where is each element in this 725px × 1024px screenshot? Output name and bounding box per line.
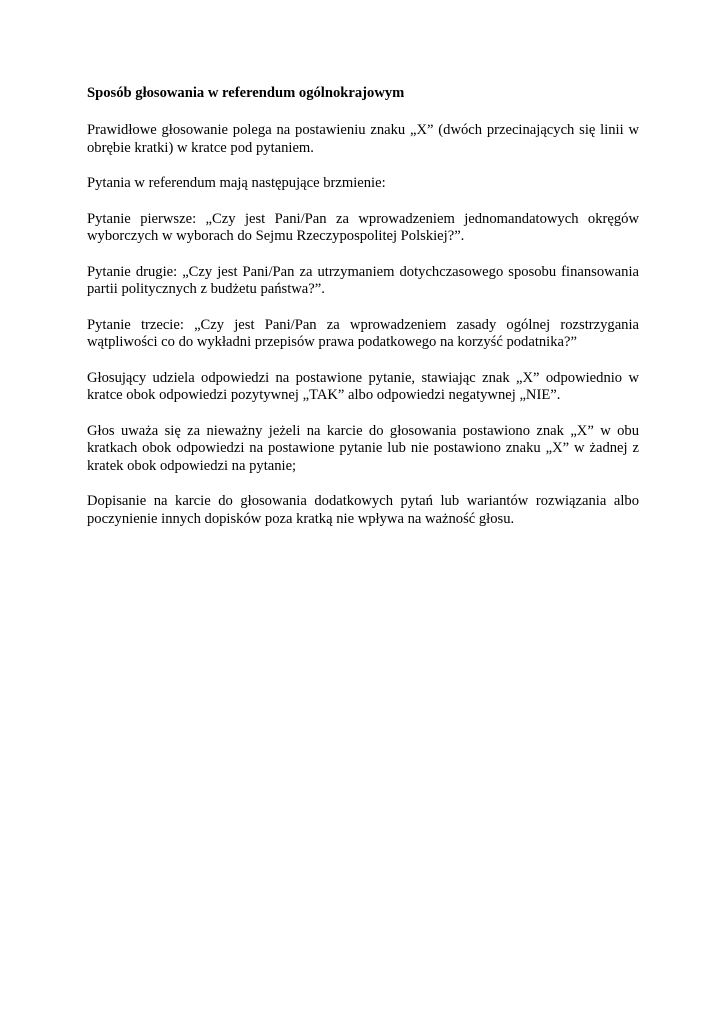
document-title: Sposób głosowania w referendum ogólnokrajowym	[87, 85, 405, 101]
paragraph-additional-notes: Dopisanie na karcie do głosowania dodatkowych pytań lub wariantów rozwiązania albo poczynienie innych dopisków poza kratką nie wpływa na ważność głosu.	[87, 493, 639, 527]
paragraph-question-three: Pytanie trzecie: „Czy jest Pani/Pan za wprowadzeniem zasady ogólnej rozstrzygania wątpliwości co do wykładni przepisów prawa podatkowego na korzyść podatnika?”	[87, 316, 639, 350]
paragraph-answer-instructions: Głosujący udziela odpowiedzi na postawione pytanie, stawiając znak „X” odpowiednio w kratce obok odpowiedzi pozytywnej „TAK” albo odpowiedzi negatywnej „NIE”.	[87, 369, 639, 403]
paragraph-question-two: Pytanie drugie: „Czy jest Pani/Pan za utrzymaniem dotychczasowego sposobu finansowania partii politycznych z budżetu państwa?”.	[87, 263, 639, 297]
paragraph-valid-vote: Prawidłowe głosowanie polega na postawieniu znaku „X” (dwóch przecinających się linii w obrębie kratki) w kratce pod pytaniem.	[87, 122, 639, 156]
document-page	[87, 84, 639, 546]
paragraph-question-one: Pytanie pierwsze: „Czy jest Pani/Pan za wprowadzeniem jednomandatowych okręgów wyborczych w wyborach do Sejmu Rzeczypospolitej Polskiej?”.	[87, 210, 639, 244]
paragraph-invalid-vote: Głos uważa się za nieważny jeżeli na karcie do głosowania postawiono znak „X” w obu kratkach obok odpowiedzi na postawione pytanie lub nie postawiono znaku „X” w żadnej z kratek obok odpowiedzi na pytanie;	[87, 422, 639, 474]
paragraph-questions-intro: Pytania w referendum mają następujące brzmienie:	[87, 175, 386, 191]
